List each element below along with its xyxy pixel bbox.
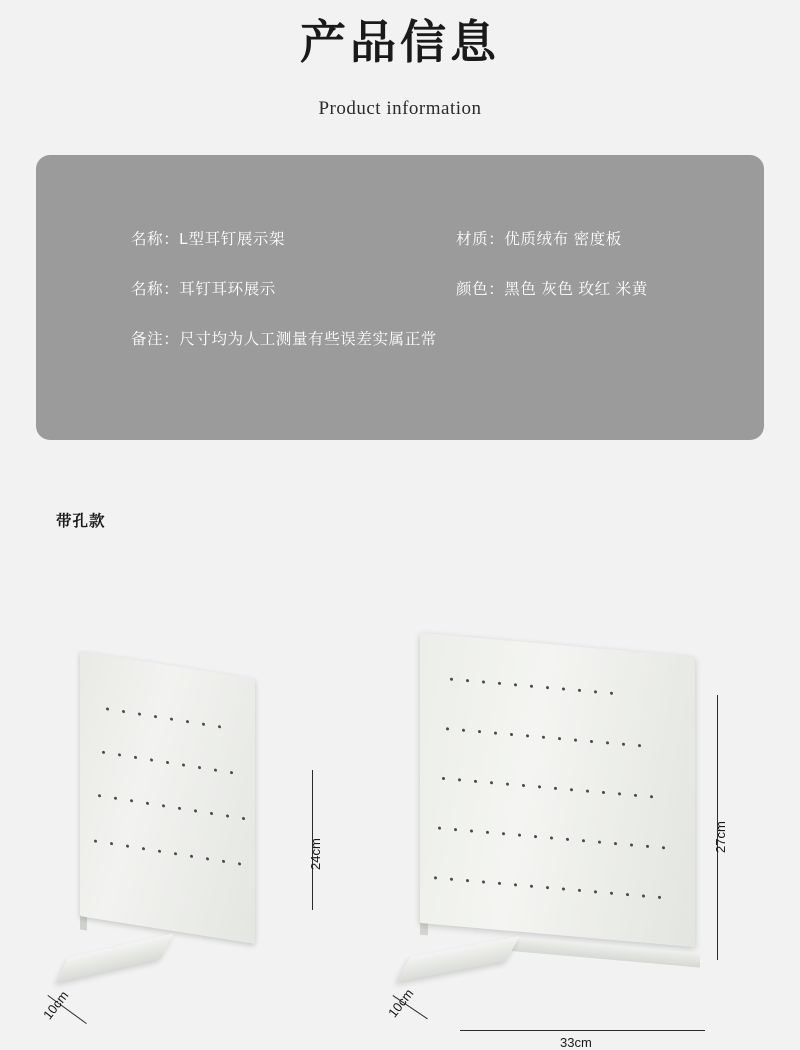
board-face-small <box>80 651 255 944</box>
info-cell-name: 名称：L型耳钉展示架 <box>131 231 286 248</box>
dimension-label-depth-large: 10cm <box>385 985 417 1021</box>
board-face-large <box>420 633 695 947</box>
dimension-line-width-large <box>460 1030 705 1031</box>
section-tag-perforated <box>52 508 110 532</box>
info-cell-material: 材质：优质绒布 密度板 <box>456 231 622 248</box>
info-row <box>131 327 731 349</box>
base-plate-small <box>56 933 174 982</box>
product-image-large <box>385 645 765 1050</box>
product-photo-area <box>0 600 800 1050</box>
info-row <box>131 227 731 249</box>
dimension-label-depth-small: 10cm <box>40 987 72 1023</box>
dimension-label-height-large: 27cm <box>713 821 728 853</box>
info-cell-remark: 备注：尺寸均为人工测量有些误差实属正常 <box>131 331 437 348</box>
dimension-label-width-large: 33cm <box>560 1035 592 1050</box>
page-subtitle: Product information <box>318 98 482 119</box>
info-cell-name-2: 名称：耳钉耳环展示 <box>131 281 276 298</box>
page-title-block <box>0 14 800 72</box>
page-title <box>294 14 506 72</box>
page-title-text: 产品信息 <box>300 16 500 68</box>
dimension-label-height-small: 24cm <box>308 838 323 870</box>
product-info-panel <box>36 155 764 440</box>
base-plate-large <box>396 936 520 982</box>
info-cell-color: 颜色：黑色 灰色 玫红 米黄 <box>456 281 648 298</box>
product-image-small <box>40 665 370 1023</box>
info-row <box>131 277 731 299</box>
product-info-grid <box>131 227 731 377</box>
section-tag-label: 带孔款 <box>56 513 106 530</box>
